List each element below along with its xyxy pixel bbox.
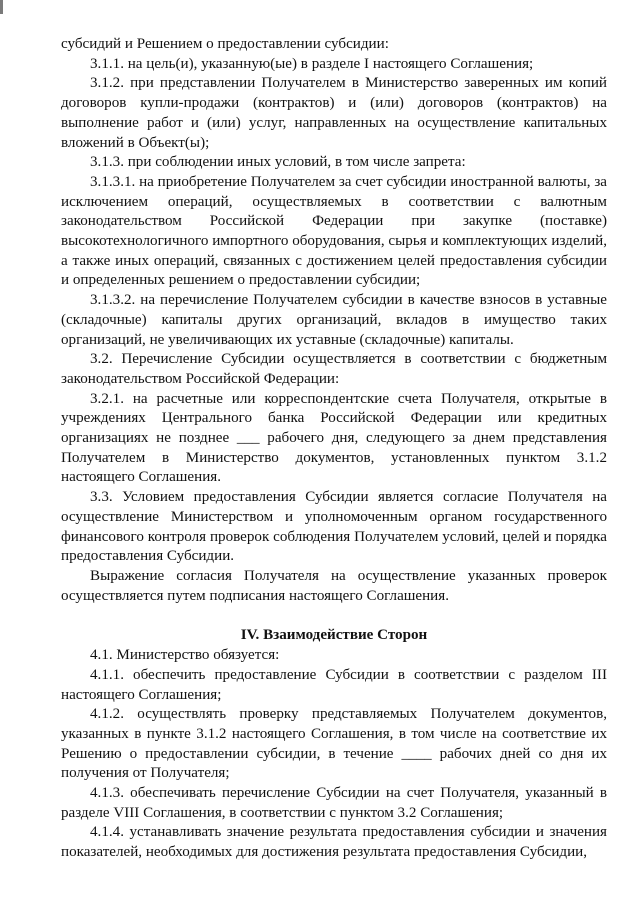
paragraph-3-1-3-1: 3.1.3.1. на приобретение Получателем за счет субсидии иностранной валюты, за исключением операций, осуществляемых в соответствии с валютным законодательством Российской Федерации при закупке (поставке) высокотехнологичного импортного оборудования, сырья и комплектующих изделий, а также иных операций, связанных с достижением целей предоставления субсидии и определенных решением о предоставлении субсидии; xyxy=(61,173,607,289)
paragraph-4-1-1: 4.1.1. обеспечить предоставление Субсидии в соответствии с разделом III настоящего Соглашения; xyxy=(61,666,607,703)
paragraph-4-1-4: 4.1.4. устанавливать значение результата предоставления субсидии и значения показателей, необходимых для достижения результата предоставления Субсидии, xyxy=(61,824,607,861)
paragraph-3-3: 3.3. Условием предоставления Субсидии является согласие Получателя на осуществление Министерством и уполномоченным органом государственного финансового контроля проверок соблюдения Получателем условий, целей и порядка предоставления Субсидии. xyxy=(61,489,607,565)
section-three-continuation xyxy=(61,35,607,606)
paragraph-4-1-3: 4.1.3. обеспечивать перечисление Субсидии на счет Получателя, указанный в разделе VIII Соглашения, в соответствии с пунктом 3.2 Соглашения; xyxy=(61,785,607,821)
section-heading: IV. Взаимодействие Сторон xyxy=(240,627,428,644)
paragraph-3-2-1: 3.2.1. на расчетные или корреспондентские счета Получателя, открытые в учреждениях Центрального банка Российской Федерации или кредитных организациях не позднее ___ рабочего дня, следующего за днем представления Получателем в Министерство документов, установленных пунктом 3.1.2 настоящего Соглашения. xyxy=(61,390,607,486)
paragraph-4-1: 4.1. Министерство обязуется: xyxy=(90,647,280,664)
scan-edge-mark xyxy=(0,0,3,14)
paragraph-4-1-2: 4.1.2. осуществлять проверку представляемых Получателем документов, указанных в пункте 3.1.2 настоящего Соглашения, в том числе на соответствие их Решению о предоставлении субсидии, в течение ____ рабочих дней со дня их получения от Получателя; xyxy=(61,706,607,782)
section-four-body xyxy=(61,646,607,863)
document-body xyxy=(61,35,607,863)
paragraph-3-2: 3.2. Перечисление Субсидии осуществляется в соответствии с бюджетным законодательством Российской Федерации: xyxy=(61,351,607,387)
paragraph-3-1-3-2: 3.1.3.2. на перечисление Получателем субсидии в качестве взносов в уставные (складочные) капиталы других организаций, вкладов в имущество таких организаций, не увеличивающих их уставные (складочные) капиталы. xyxy=(61,292,607,348)
paragraph-intro-cont: субсидий и Решением о предоставлении субсидии: xyxy=(61,36,389,52)
paragraph-3-1-1: 3.1.1. на цель(и), указанную(ые) в разделе I настоящего Соглашения; xyxy=(90,55,534,72)
paragraph-3-1-2: 3.1.2. при представлении Получателем в Министерство заверенных им копий договоров купли-продажи (контрактов) и (или) договоров (контрактов) на выполнение работ и (или) услуг, направленных на осуществление капитальных вложений в Объект(ы); xyxy=(61,75,607,151)
paragraph-consent: Выражение согласия Получателя на осуществление указанных проверок осуществляется путем подписания настоящего Соглашения. xyxy=(61,567,607,604)
paragraph-3-1-3: 3.1.3. при соблюдении иных условий, в том числе запрета: xyxy=(90,154,466,171)
